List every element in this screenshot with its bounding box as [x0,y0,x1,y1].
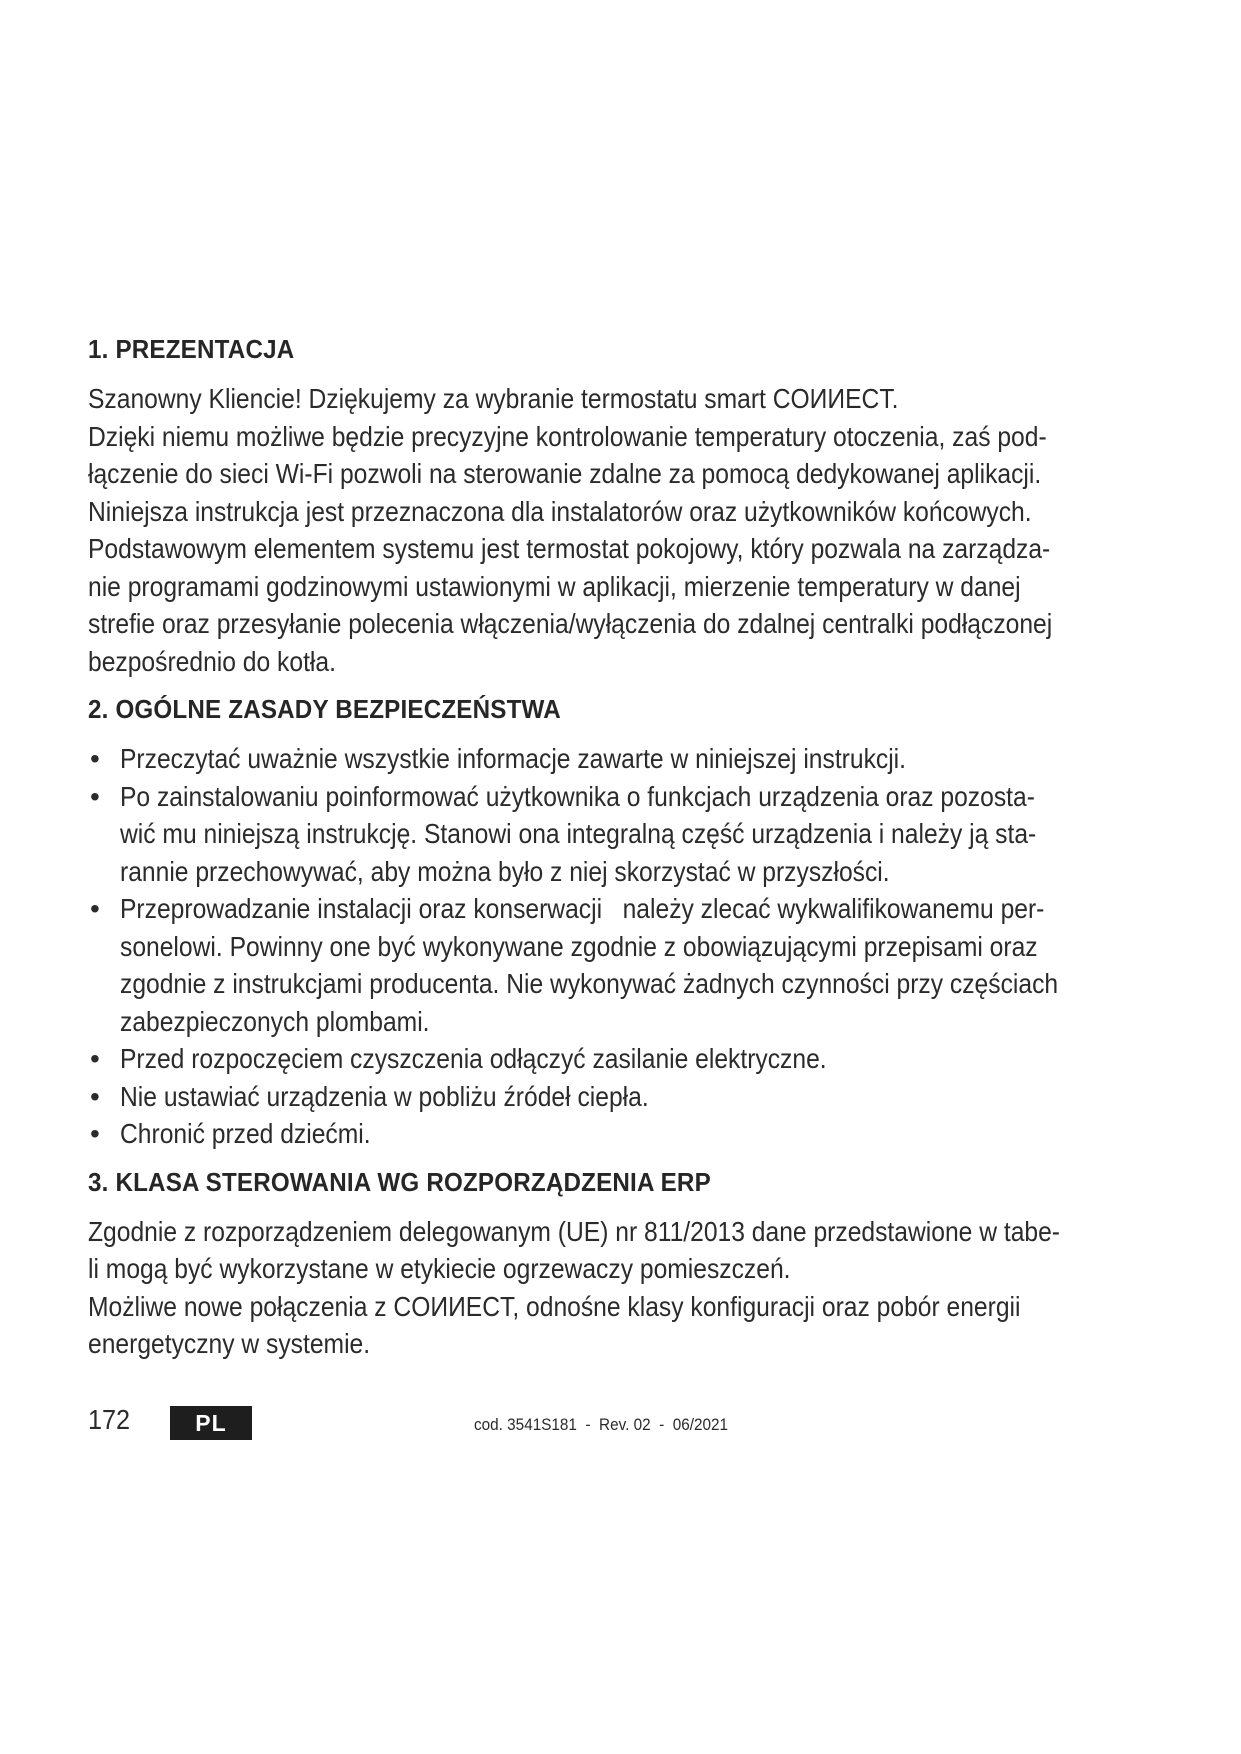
paragraph-line: strefie oraz przesyłanie polecenia włączenia/wyłączenia do zdalnej centralki podłączonej [88,608,1053,639]
list-item [88,740,1173,778]
list-item [88,1040,1173,1078]
bullet-icon: • [90,893,100,924]
paragraph-line: Możliwe nowe połączenia z COИИECT, odnośne klasy konfiguracji oraz pobór energii [88,1290,1021,1322]
section-heading-erp: 3. KLASA STEROWANIA WG ROZPORZĄDZENIA ERP [88,1166,711,1197]
bullet-icon: • [90,1080,100,1112]
bullet-icon: • [90,743,100,774]
language-badge: PL [170,1406,252,1440]
list-item [88,890,1173,1040]
paragraph-line: Niniejsza instrukcja jest przeznaczona dla instalatorów oraz użytkowników końcowych. [88,495,1032,527]
document-code: cod. 3541S181 - Rev. 02 - 06/2021 [474,1415,729,1434]
bullet-line: Przeczytać uważnie wszystkie informacje zawarte w niniejszej instrukcji. [120,743,907,774]
safety-bullet-list [88,740,1173,1153]
list-item [88,1115,1173,1153]
page-footer [88,1406,1173,1446]
section-presentation [88,330,1173,680]
paragraph-line: nie programami godzinowymi ustawionymi w aplikacji, mierzenie temperatury w danej [88,570,1021,602]
page-number: 172 [88,1404,131,1435]
bullet-line: Nie ustawiać urządzenia w pobliżu źródeł ciepła. [120,1080,649,1112]
paragraph-line: Podstawowym elementem systemu jest termostat pokojowy, który pozwala na zarządza- [88,533,1051,564]
list-item [88,778,1173,891]
bullet-icon: • [90,1043,100,1074]
bullet-icon: • [90,1118,100,1149]
bullet-line: Chronić przed dziećmi. [120,1118,371,1149]
bullet-line: zgodnie z instrukcjami producenta. Nie wykonywać żadnych czynności przy częściach [120,968,1059,999]
bullet-line: rannie przechowywać, aby można było z niej skorzystać w przyszłości. [120,855,890,887]
bullet-line: Przed rozpoczęciem czyszczenia odłączyć zasilanie elektryczne. [120,1043,827,1074]
bullet-line: Przeprowadzanie instalacji oraz konserwacji należy zlecać wykwalifikowanemu per- [120,893,1045,924]
document-page [88,330,1173,1373]
bullet-line: wić mu niniejszą instrukcję. Stanowi ona integralną część urządzenia i należy ją sta- [120,818,1037,849]
paragraph-line: łączenie do sieci Wi-Fi pozwoli na sterowanie zdalne za pomocą dedykowanej aplikacji. [88,458,1042,489]
bullet-line: sonelowi. Powinny one być wykonywane zgodnie z obowiązującymi przepisami oraz [120,930,1038,962]
paragraph-line: Zgodnie z rozporządzeniem delegowanym (UE) nr 811/2013 dane przedstawione w tabe- [88,1215,1061,1247]
bullet-line: zabezpieczonych plombami. [120,1005,430,1037]
section-safety [88,690,1173,1153]
bullet-icon: • [90,780,100,812]
list-item [88,1078,1173,1116]
section-erp-class [88,1163,1173,1363]
paragraph-line: Szanowny Kliencie! Dziękujemy za wybranie termostatu smart COИИECT. [88,383,899,414]
section-heading-safety: 2. OGÓLNE ZASADY BEZPIECZEŃSTWA [88,694,561,724]
section-heading-presentation: 1. PREZENTACJA [88,334,295,364]
paragraph-line: energetyczny w systemie. [88,1328,371,1359]
paragraph-line: Dzięki niemu możliwe będzie precyzyjne kontrolowanie temperatury otoczenia, zaś pod- [88,420,1047,452]
bullet-line: Po zainstalowaniu poinformować użytkownika o funkcjach urządzenia oraz pozosta- [120,780,1035,812]
paragraph-line: bezpośrednio do kotła. [88,645,336,677]
paragraph-line: li mogą być wykorzystane w etykiecie ogrzewaczy pomieszczeń. [88,1253,791,1284]
